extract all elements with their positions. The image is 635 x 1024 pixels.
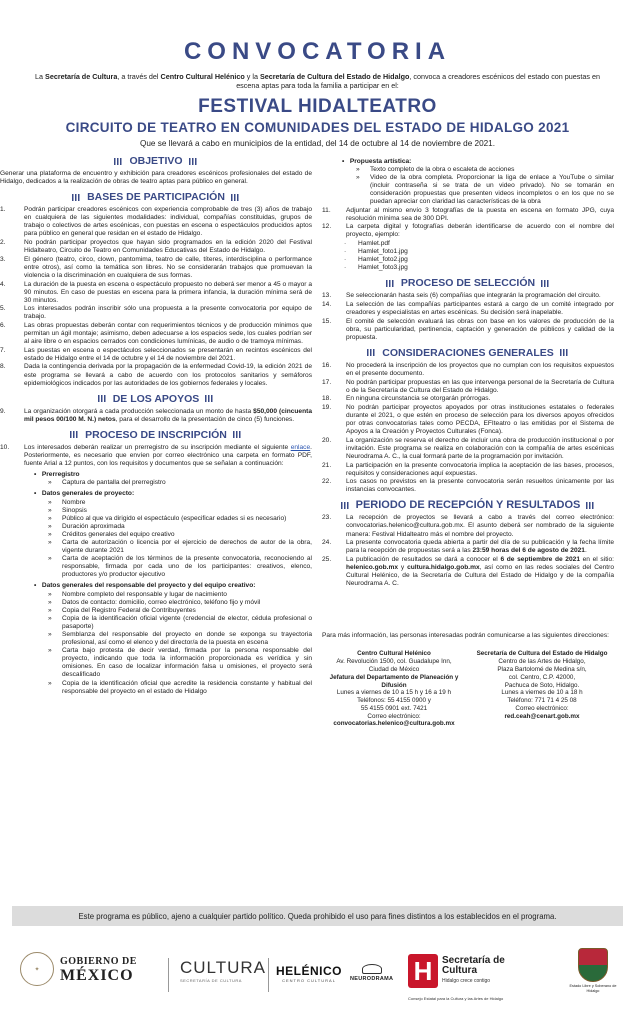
item-text: Video de la obra completa. Proporcionar la liga de enlace a YouTube o similar (incluir contraseña si se trata de un video privado). No se tomarán en consideración propuestas que presenten videos incompletos o en los que no se puedan apreciar con claridad las características de la obra (370, 174, 614, 206)
list-item (48, 555, 312, 579)
contacts (322, 650, 614, 728)
heading-decoration-icon (386, 280, 395, 287)
cultura-subtext: SECRETARÍA DE CULTURA (180, 978, 242, 983)
text-part: La publicación de resultados se dará a conocer el (346, 555, 501, 563)
datos-proyecto-list (0, 499, 312, 580)
hidalgo-text (442, 956, 505, 986)
bullet-icon: · (344, 264, 347, 272)
item-text (24, 408, 312, 424)
helenico-logo (276, 964, 342, 983)
list-item (48, 539, 312, 555)
section-heading (322, 347, 614, 359)
national-seal-icon: ✦ (20, 952, 54, 986)
contact-line: Ciudad de México (368, 665, 420, 673)
item-text: Podrán participar creadores escénicos con experiencia comprobable de tres (3) años de trabajo en cualquiera de las siguientes modalidades: individual, compañías constituidas, grupos de trabajo o colectivos de artes escénicas, con puestas en escena o espectáculos producidos aptos para público en general que residan en el estado de Hidalgo. (24, 206, 312, 238)
consideraciones-title: CONSIDERACIONES GENERALES (382, 346, 554, 359)
text-part: $50,000 (cincuenta mil pesos 00/100 M. N.) netos (24, 407, 312, 423)
list-item (322, 539, 614, 555)
item-text: Semblanza del responsable del proyecto en donde se exponga su trayectoria profesional, así como el elenco y del director/a de la puesta en escena (62, 631, 312, 647)
neurodrama-text: NEURODRAMA (350, 976, 394, 982)
text-part: , así como en las redes sociales del Centro Cultural Helénico, de la Secretaría de Cultura del Estado de Hidalgo y de la compañía Neurodrama A. C. (346, 563, 615, 588)
list-item (48, 607, 312, 615)
item-number: 14. (322, 300, 332, 308)
text-part: y (398, 563, 408, 571)
cultura-logo (180, 958, 266, 983)
item-number: 1. (0, 206, 6, 214)
heading-decoration-icon (189, 158, 198, 165)
gob-line: GOBIERNO DE (60, 956, 137, 967)
item-text: La selección de las compañías participantes estará a cargo de un comité integrado por creadores y especialistas en artes escénicas. Su decisión será inapelable. (346, 300, 614, 316)
contact-line: Centro de las Artes de Hidalgo, (498, 658, 586, 666)
header (0, 0, 635, 148)
neurodrama-icon (362, 964, 382, 974)
contact-line: Correo electrónico: (367, 712, 421, 720)
list-item (322, 207, 614, 223)
heading-decoration-icon (231, 194, 240, 201)
list-item (0, 408, 312, 424)
contact-line: Plaza Bartolomé de Medina s/n, (497, 665, 587, 673)
intro-part: La (35, 72, 46, 81)
list-item (322, 318, 614, 342)
hidalgo-line: Hidalgo crece contigo (442, 978, 491, 984)
hidalgo-line: Cultura (442, 965, 477, 976)
item-number: 4. (0, 280, 6, 288)
info-text: Para más información, las personas interesadas podrán comunicarse a las siguientes direcciones: (322, 632, 609, 640)
intro-part: Secretaría de Cultura del Estado de Hidalgo (259, 72, 410, 81)
apoyos-title: DE LOS APOYOS (112, 392, 200, 405)
item-text: En ninguna circunstancia se otorgarán prórrogas. (346, 395, 491, 403)
heading-decoration-icon (114, 158, 123, 165)
list-item (48, 615, 312, 631)
page-title: CONVOCATORIA (183, 38, 452, 65)
registration-link[interactable]: enlace (290, 443, 311, 451)
item-text: Hamlet.pdf (358, 239, 390, 247)
seleccion-list (322, 292, 614, 342)
subsection-heading: • Propuesta artística: (342, 158, 412, 165)
list-item (48, 591, 312, 599)
item-text: Hamlet_foto1.jpg (358, 248, 408, 256)
item-number: 10. (0, 443, 10, 451)
gob-text (60, 955, 137, 983)
item-text: Sinopsis (62, 506, 87, 514)
contact-line: Pachuca de Soto, Hidalgo. (504, 681, 580, 689)
list-item (322, 556, 614, 588)
item-text: Las obras propuestas deberán contar con requerimientos técnicos y de producción mínimos que permitan un ágil montaje; asimismo, deben adecuarse a los espacios sede, los cuales podrían ser al aire libre o en espacios cerrados con condiciones lumínicas, de audio o de tramoya mínimas. (24, 322, 312, 346)
list-item (322, 223, 614, 239)
item-text (346, 556, 614, 588)
list-item (356, 166, 614, 174)
datos-proyecto-head: Datos generales de proyecto: (41, 490, 135, 498)
list-item (0, 305, 312, 321)
item-number: 18. (322, 395, 332, 403)
list-item (0, 322, 312, 346)
helenico-subtext: CENTRO CULTURAL (282, 978, 336, 983)
text-part: cultura.hidalgo.gob.mx (407, 563, 480, 571)
item-number: 22. (322, 478, 332, 486)
text-part: 23:59 horas del 6 de agosto de 2021 (472, 547, 585, 555)
item-text: Los casos no previstos en la presente convocatoria serán resueltos únicamente por las instancias convocantes. (346, 478, 614, 494)
bullet-icon: · (344, 239, 347, 247)
item-number: 16. (322, 361, 332, 369)
hidalgo-consejo-text: Consejo Estatal para la Cultura y las Artes de Hidalgo (408, 996, 504, 1001)
list-item (0, 347, 312, 363)
contact-email[interactable]: red.ceah@cenart.gob.mx (504, 712, 580, 720)
item-text: Copia de la identificación oficial que acredite la residencia constante y habitual del responsable del proyecto en el estado de Hidalgo (62, 679, 312, 695)
list-item (344, 256, 614, 264)
intro-part: y la (244, 72, 260, 81)
neurodrama-logo (350, 964, 393, 982)
item-text: No podrán participar proyectos que hayan sido programados en la edición 2020 del Festival Hidalteatro, Circuito de Teatro en Comunidades Educativas del Estado de Hidalgo. (24, 239, 312, 255)
item-number: 2. (0, 239, 6, 247)
list-item (48, 523, 312, 531)
contact-line: 55 4155 0901 ext. 7421 (360, 704, 428, 712)
heading-decoration-icon (560, 349, 569, 356)
secretaria-cultura-hidalgo-logo (408, 954, 505, 988)
item-text: Duración aproximada (62, 522, 125, 530)
bullet-icon: » (48, 538, 52, 546)
item-text: No podrán participar proyectos apoyados por otras instituciones estatales o federales durante el 2021, o que estén en proceso de selección para los diversos apoyos ofrecidos por otras convocatorias tales como PECDA, EFIteatro o las emitidas por el Sistema de Apoyos a la Creación y Proyectos Culturales (Fonca). (346, 403, 614, 436)
bullet-icon: » (48, 506, 52, 514)
list-item (322, 462, 614, 478)
list-item (48, 599, 312, 607)
item-text: Nombre completo del responsable y lugar de nacimiento (62, 590, 227, 598)
intro-text (30, 72, 605, 90)
contact-email[interactable]: convocatorias.helenico@cultura.gob.mx (333, 720, 455, 728)
subsection-heading: • Datos generales de proyecto: (34, 490, 135, 498)
datos-responsable-list (0, 591, 312, 696)
item-number: 8. (0, 363, 6, 371)
text-part: 6 de septiembre de 2021 (500, 555, 580, 563)
bullet-icon: » (48, 647, 52, 655)
heading-decoration-icon (541, 280, 550, 287)
consideraciones-list (322, 362, 614, 495)
bullet-icon: » (48, 590, 52, 598)
heading-decoration-icon (367, 349, 376, 356)
bullet-icon: » (48, 679, 52, 687)
periodo-title: PERIODO DE RECEPCIÓN Y RESULTADOS (355, 499, 581, 512)
list-item (48, 515, 312, 523)
bullet-icon: » (48, 514, 52, 522)
section-heading (322, 277, 614, 289)
prerregistro-list (0, 479, 312, 487)
item-number: 3. (0, 255, 6, 263)
contact-line: Teléfonos: 55 4155 0900 y (357, 697, 431, 705)
text-part: en el sitio: (579, 555, 614, 563)
heading-decoration-icon (98, 395, 107, 402)
intro-part: Secretaría de Cultura (45, 72, 118, 81)
item-text: La organización se reserva el derecho de incluir una obra de producción institucional o por invitación. Este programa se realiza en colaboración con la compañía de artes escénicas Neurodrama A. C., la cual formará parte de la programación por invitación. (346, 436, 614, 460)
list-item (322, 478, 614, 494)
item-text: Se seleccionarán hasta seis (6) compañías que integrarán la programación del circuito. (346, 292, 601, 300)
bullet-icon: » (48, 631, 52, 638)
helenico-text: HELÉNICO (276, 964, 343, 978)
datos-responsable-head: Datos generales del responsable del proyecto y del equipo creativo: (41, 582, 256, 590)
list-item (48, 507, 312, 515)
list-item (322, 404, 614, 436)
objetivo-text: Generar una plataforma de encuentro y exhibición para creadores escénicos profesionales del estado de Hidalgo, dedicados a la realización de obras de teatro aptas para público en general. (0, 170, 312, 186)
list-item (322, 379, 614, 395)
bullet-icon: » (48, 522, 52, 530)
item-text: Carta de autorización o licencia por el ejercicio de derechos de autor de la obra, vigente durante 2021 (62, 538, 312, 555)
subsection-heading: • Datos generales del responsable del proyecto y del equipo creativo: (34, 582, 256, 590)
list-item (48, 680, 312, 696)
section-heading (0, 393, 312, 405)
contact-line: col. Centro, C.P. 42000, (508, 673, 576, 681)
text-part: , para el desarrollo de la presentación de cinco (5) funciones. (115, 415, 295, 423)
list-item (322, 301, 614, 317)
contact-dept: Jefatura del Departamento de Planeación y Difusión (329, 673, 459, 689)
section-heading (0, 191, 312, 203)
heading-decoration-icon (341, 502, 350, 509)
intro-part: Centro Cultural Helénico (160, 72, 245, 81)
list-item (322, 437, 614, 461)
text-part: Los interesados deberán realizar un prerregistro de su inscripción mediante el siguiente (24, 443, 291, 451)
item-number: 19. (322, 403, 332, 411)
item-text: Los interesados podrán inscribir sólo una propuesta a la presente convocatoria por equipo de trabajo. (24, 305, 312, 321)
item-text: La duración de la puesta en escena o espectáculo propuesto no deberá ser menor a 45 o mayor a 90 minutos. En caso de puestas en escena para la primera infancia, la duración mínima será de 30 minutos. (24, 280, 312, 304)
item-text: La participación en la presente convocatoria implica la aceptación de las bases, procesos, requisitos y consideraciones aquí expuestas. (346, 461, 614, 477)
hidalgo-line: Secretaría de (442, 955, 505, 966)
inscripcion-title: PROCESO DE INSCRIPCIÓN (85, 428, 227, 441)
bullet-icon: » (356, 166, 360, 174)
item-text: Hamlet_foto3.jpg (358, 264, 408, 272)
estado-hidalgo-logo (563, 948, 623, 993)
festival-title: FESTIVAL HIDALTEATRO (198, 96, 437, 117)
bullet-icon: · (344, 256, 347, 264)
file-examples (322, 240, 614, 272)
divider (268, 958, 269, 992)
bullet-icon: » (48, 498, 52, 506)
contact-line: Correo electrónico: (515, 704, 569, 712)
item-text: Créditos generales del equipo creativo (62, 530, 175, 538)
item-text: Copia de la identificación oficial vigente (credencial de elector, cédula profesional o pasaporte) (62, 614, 312, 630)
list-item (322, 395, 614, 403)
circuit-title: CIRCUITO DE TEATRO EN COMUNIDADES DEL ESTADO DE HIDALGO 2021 (65, 120, 570, 135)
item-text: Texto completo de la obra o escaleta de acciones (370, 166, 515, 174)
item-text: Dada la contingencia derivada por la propagación de la enfermedad Covid-19, la edición 2021 de este programa se llevará a cabo de acuerdo con los protocolos sanitarios y semáforos epidemiológicos indicados por las autoridades de los gobiernos federales y locales. (24, 363, 312, 387)
estado-text: Estado Libre y Soberano de Hidalgo (569, 984, 617, 993)
item-number: 23. (322, 514, 332, 522)
item-text: Captura de pantalla del prerregistro (62, 479, 166, 487)
item-text: Las puestas en escena o espectáculos seleccionados se presentarán en recintos escénicos del estado de Hidalgo entre el 14 de octubre y el 14 de noviembre del 2021. (24, 346, 312, 362)
item-number: 13. (322, 292, 332, 300)
bullet-icon: » (48, 530, 52, 538)
item-number: 11. (322, 206, 331, 214)
bases-title: BASES DE PARTICIPACIÓN (87, 191, 225, 204)
item-text (346, 539, 614, 555)
section-heading (0, 429, 312, 441)
item-text: El género (teatro, circo, clown, pantomima, teatro de calle, títeres, interdisciplina o performance entre otros), así como la temática son libres. No se considerarán trabajos que promuevan la violencia o la discriminación en cualquiera de sus formas. (24, 255, 312, 279)
list-item (0, 444, 312, 468)
item-text: Carta de aceptación de los términos de la presente convocatoria, reconociendo al responsable, firmada por cada uno de los participantes: creativos, elenco, productores y/o productor ejecutivo (62, 555, 312, 579)
inscripcion-items (322, 207, 614, 240)
list-item (48, 479, 312, 487)
item-text: Adjuntar al mismo envío 3 fotografías de la puesta en escena en formato JPG, cuya resolución mínima sea de 300 DPI. (346, 206, 614, 222)
item-text: La recepción de proyectos se llevará a cabo a través del correo electrónico: convocatorias.helenico@cultura.gob.mx. El asunto deberá ser nombrado de la siguiente manera: Festival Hidalteatro más el nombre del proyecto. (346, 514, 614, 538)
list-item (0, 239, 312, 255)
item-text: Nombre (62, 498, 86, 506)
list-item (356, 174, 614, 206)
list-item (322, 514, 614, 538)
list-item (48, 631, 312, 647)
item-number: 20. (322, 436, 332, 444)
list-item (344, 240, 614, 248)
list-item (0, 363, 312, 387)
item-text (24, 444, 312, 468)
bases-list (0, 206, 312, 388)
contact-card-hidalgo (470, 650, 614, 728)
item-text: La carpeta digital y fotografías deberán identificarse de acuerdo con el nombre del proyecto, ejemplo: (346, 223, 614, 239)
section-heading (0, 155, 312, 167)
heading-decoration-icon (72, 194, 81, 201)
seleccion-title: PROCESO DE SELECCIÓN (400, 277, 536, 290)
item-number: 17. (322, 378, 332, 386)
item-number: 24. (322, 539, 332, 547)
item-number: 6. (0, 322, 6, 329)
item-number: 25. (322, 555, 332, 563)
cultura-text: CULTURA (180, 958, 267, 977)
contact-name: Centro Cultural Helénico (357, 650, 431, 658)
list-item (48, 647, 312, 679)
item-number: 21. (322, 461, 332, 469)
logo-bar (0, 948, 635, 1006)
item-text: Público al que va dirigido el espectáculo (especificar edades si es necesario) (62, 514, 287, 522)
heading-decoration-icon (586, 502, 595, 509)
bullet-icon: · (344, 248, 347, 256)
prerregistro-head: Prerregistro (41, 471, 80, 479)
item-text: Copia del Registro Federal de Contribuyentes (62, 606, 196, 614)
subsection-heading: • Prerregistro (34, 471, 80, 479)
item-text: Datos de contacto: domicilio, correo electrónico, teléfono fijo y móvil (62, 598, 261, 606)
list-item (344, 264, 614, 272)
right-column (322, 150, 614, 728)
list-item (344, 248, 614, 256)
contact-name: Secretaría de Cultura del Estado de Hidalgo (476, 650, 608, 658)
list-item (322, 362, 614, 378)
item-number: 5. (0, 305, 6, 313)
contact-line: Lunes a viernes de 10 a 15 h y 16 a 19 h (336, 689, 452, 697)
text-part: helenico.gob.mx (346, 563, 399, 571)
intro-part: , convoca a creadores escénicos del estado con puestas en escena aptas para toda la familia a participar en el: (236, 72, 600, 90)
item-text: Hamlet_foto2.jpg (358, 256, 408, 264)
text-part: La presente convocatoria queda abierta a partir del día de su publicación y la fecha límite para la recepción de propuestas será a las (346, 539, 614, 555)
item-number: 7. (0, 346, 6, 354)
intro-part: , a través del (117, 72, 161, 81)
item-number: 12. (322, 223, 332, 231)
item-text: El comité de selección evaluará las obras con base en los valores de producción de la obra, su particularidad, pertinencia, captación y generación de públicos y calidad de la propuesta. (346, 317, 614, 341)
item-text: Carta bajo protesta de decir verdad, firmada por la persona responsable del proyecto, indicando que toda la información proporcionada es verídica y sin omisiones. En caso de localizar información falsa u omisiones, el proyecto será descalificado (62, 647, 312, 679)
bullet-icon: » (48, 598, 52, 606)
coat-of-arms-icon (578, 948, 608, 982)
item-number: 15. (322, 317, 332, 325)
list-item (322, 292, 614, 300)
list-item (0, 281, 312, 305)
heading-decoration-icon (233, 431, 242, 438)
list-item (0, 206, 312, 238)
objetivo-title: OBJETIVO (129, 155, 183, 167)
bullet-icon: » (356, 174, 360, 182)
item-text: No podrán participar propuestas en las que intervenga personal de la Secretaría de Cultura o de la Secretaría de Cultura del Estado de Hidalgo. (346, 378, 614, 394)
contact-card-helenico (322, 650, 466, 728)
list-item (0, 256, 312, 280)
footer-disclaimer: Este programa es público, ajeno a cualquier partido político. Queda prohibido el uso para fines distintos a los establecidos en el programa. (12, 906, 623, 926)
text-part: . Posteriormente, es necesario que envíen por correo electrónico una carpeta en formato PDF, fuente Arial a 12 puntos, con los requisitos y documentos que se señalan a continuación: (24, 443, 312, 468)
divider (168, 958, 169, 992)
contact-line: Teléfono: 771 71 4 25 08 (507, 697, 577, 705)
gobierno-de-mexico-logo (20, 952, 137, 986)
list-item (48, 499, 312, 507)
left-column (0, 150, 312, 696)
list-item (48, 531, 312, 539)
heading-decoration-icon (70, 431, 79, 438)
bullet-icon: » (48, 479, 52, 487)
heading-decoration-icon (205, 395, 214, 402)
text-part: La organización otorgará a cada producción seleccionada un monto de hasta (24, 407, 254, 415)
bullet-icon: » (48, 606, 52, 614)
event-dates: Que se llevará a cabo en municipios de la entidad, del 14 de octubre al 14 de noviembre de 2021. (139, 139, 496, 148)
item-number: 9. (0, 407, 6, 415)
propuesta-head: Propuesta artística: (349, 158, 412, 165)
section-heading (322, 499, 614, 511)
text-part: . (584, 547, 587, 555)
bullet-icon: » (48, 614, 52, 622)
hidalgo-h-icon: H (408, 954, 438, 988)
contact-line: Av. Revolución 1500, col. Guadalupe Inn, (336, 658, 452, 666)
bullet-icon: » (48, 555, 52, 563)
item-text: No procederá la inscripción de los proyectos que no cumplan con los requisitos expuestos en el presente documento. (346, 361, 614, 377)
propuesta-list (322, 166, 614, 206)
gob-line: MÉXICO (60, 967, 134, 984)
contact-line: Lunes a viernes de 10 a 18 h (501, 689, 583, 697)
